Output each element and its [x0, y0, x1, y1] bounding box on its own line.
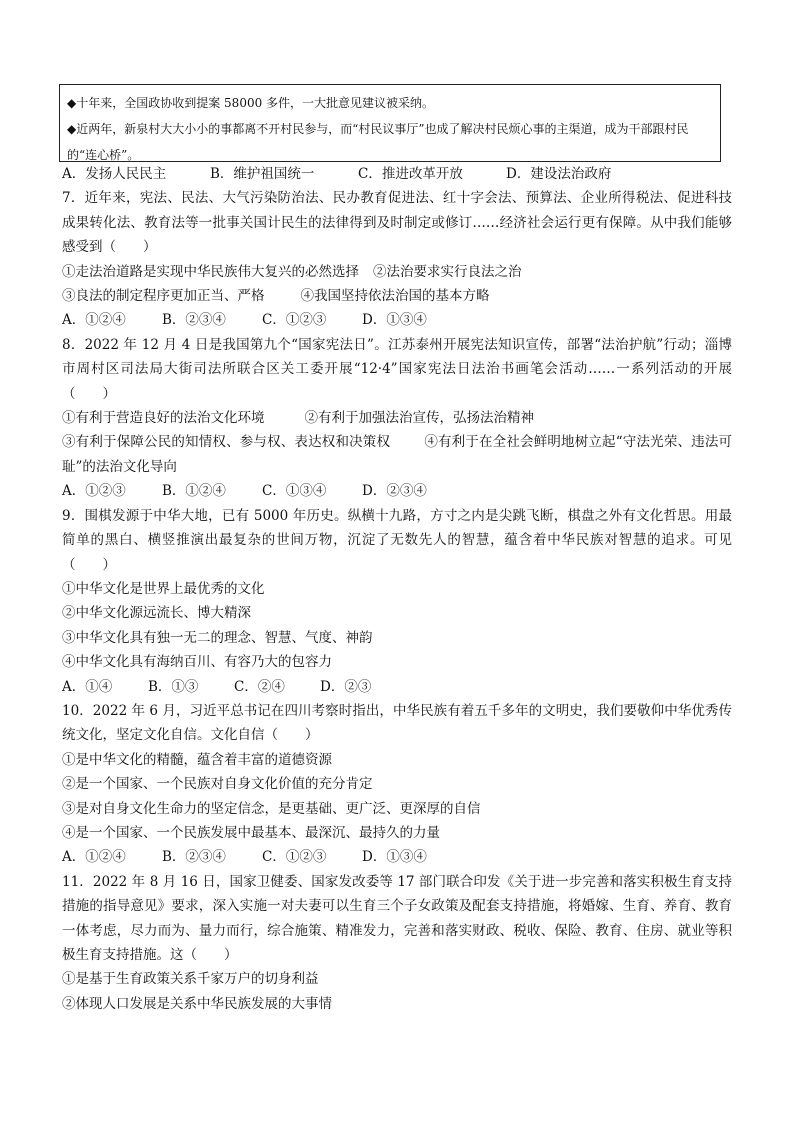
q11-item-1: ①是基于生育政策关系千家万户的切身利益	[62, 971, 319, 988]
q8-item-4: ④有利于在全社会鲜明地树立起“守法光荣、违法可耻”的法治文化导向	[62, 434, 733, 475]
q7-items-row2	[62, 284, 732, 308]
quoted-material-box	[59, 84, 721, 162]
q7-options	[62, 308, 732, 332]
q10-option-d: D．①③④	[362, 849, 427, 866]
q7-option-c: C．①②③	[262, 312, 327, 329]
q9-stem: 9．围棋发源于中华大地，已有 5000 年历史。纵横十九路，方寸之内是尖跳飞断，棋盘之外有文化哲思。用最简单的黑白、横竖推演出最复杂的世间万物，沉淀了无数先人的智慧，蕴含着中华民族对智慧的追求。可见（ ）	[62, 507, 732, 573]
q8-item-2: ②有利于加强法治宣传，弘扬法治精神	[304, 410, 534, 427]
q8-stem: 8．2022 年 12 月 4 日是我国第九个“国家宪法日”。江苏泰州开展宪法知识宣传，部署“法治护航”行动；淄博市周村区司法局大街司法所联合区关工委开展“12·4”国家宪法日法治书画笔会活动……一系列活动的开展（ ）	[62, 336, 732, 402]
q8-option-d: D．②③④	[362, 483, 427, 500]
q8-items-row1	[62, 406, 732, 430]
material-line-1: ◆十年来，全国政协收到提案 58000 多件，一大批意见建议被采纳。	[67, 96, 435, 110]
q9-option-c: C．②④	[234, 678, 285, 695]
q10-item-1: ①是中华文化的精髓，蕴含着丰富的道德资源	[62, 751, 332, 768]
q8-item-3: ③有利于保障公民的知情权、参与权、表达权和决策权	[62, 434, 391, 451]
q7-item-1: ①走法治道路是实现中华民族伟大复兴的必然选择	[62, 263, 359, 280]
q8-item-1: ①有利于营造良好的法治文化环境	[62, 410, 265, 427]
q6-option-d: D．建设法治政府	[506, 166, 612, 182]
q10-option-a: A．①②④	[62, 849, 126, 866]
q9-options	[62, 675, 732, 699]
q10-item-4: ④是一个国家、一个民族发展中最基本、最深沉、最持久的力量	[62, 824, 440, 841]
q7-stem: 7．近年来，宪法、民法、大气污染防治法、民办教育促进法、红十字会法、预算法、企业所得税法、促进科技成果转化法、教育法等一批事关国计民生的法律得到及时制定或修订……经济社会运行更有保障。从中我们能够感受到（ ）	[62, 190, 732, 256]
q6-option-b: B．维护祖国统一	[210, 166, 315, 182]
q7-option-b: B．②③④	[162, 312, 226, 329]
q7-items-row1	[62, 260, 732, 284]
q9-item-3: ③中华文化具有独一无二的理念、智慧、气度、神韵	[62, 629, 373, 646]
q7-item-3: ③良法的制定程序更加正当、严格	[62, 288, 265, 305]
q9-item-2: ②中华文化源远流长、博大精深	[62, 605, 251, 622]
q6-option-a: A．发扬人民民主	[62, 166, 167, 182]
q10-item-3: ③是对自身文化生命力的坚定信念，是更基础、更广泛、更深厚的自信	[62, 800, 481, 817]
q9-item-4: ④中华文化具有海纳百川、有容乃大的包容力	[62, 654, 332, 671]
question-content	[62, 162, 732, 1016]
q10-item-2: ②是一个国家、一个民族对自身文化价值的充分肯定	[62, 776, 373, 793]
q11-item-2: ②体现人口发展是关系中华民族发展的大事情	[62, 995, 332, 1012]
q8-option-a: A．①②③	[62, 483, 126, 500]
q8-options	[62, 479, 732, 503]
q11-stem: 11．2022 年 8 月 16 日，国家卫健委、国家发改委等 17 部门联合印发《关于进一步完善和落实积极生育支持措施的指导意见》要求，深入实施一对夫妻可以生育三个子女政策及配套支持措施，将婚嫁、生育、养育、教育一体考虑，尽力而为、量力而行，综合施策、精准发力，完善和落实财政、税收、保险、教育、住房、就业等积极生育支持措施。这（ ）	[62, 873, 732, 963]
q9-option-b: B．①③	[148, 678, 199, 695]
q8-option-c: C．①③④	[262, 483, 327, 500]
material-line-2: ◆近两年，新泉村大大小小的事都离不开村民参与，而“村民议事厅”也成了解决村民烦心事的主渠道，成为干部跟村民的“连心桥”。	[67, 122, 689, 162]
q8-items-row2	[62, 430, 732, 479]
q9-item-1: ①中华文化是世界上最优秀的文化	[62, 580, 265, 597]
q6-options	[62, 162, 732, 186]
q10-option-b: B．②③④	[162, 849, 226, 866]
q10-stem: 10．2022 年 6 月，习近平总书记在四川考察时指出，中华民族有着五千多年的文明史，我们要敬仰中华优秀传统文化，坚定文化自信。文化自信（ ）	[62, 702, 732, 744]
q10-options	[62, 845, 732, 869]
q10-option-c: C．①②③	[262, 849, 327, 866]
q7-item-2: ②法治要求实行良法之治	[373, 263, 522, 280]
q9-option-a: A．①④	[62, 678, 113, 695]
q7-option-d: D．①③④	[362, 312, 427, 329]
q7-option-a: A．①②④	[62, 312, 126, 329]
q6-option-c: C．推进改革开放	[358, 166, 463, 182]
q7-item-4: ④我国坚持依法治国的基本方略	[300, 288, 490, 305]
q9-option-d: D．②③	[320, 678, 372, 695]
q8-option-b: B．①②④	[162, 483, 226, 500]
